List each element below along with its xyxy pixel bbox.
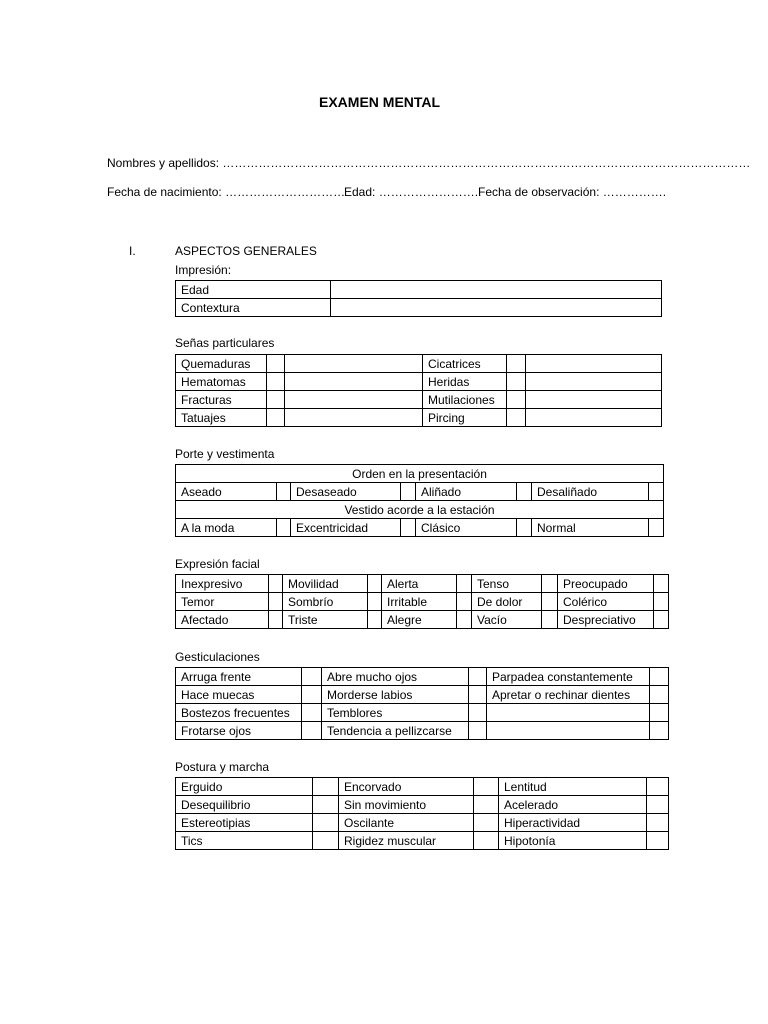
porte-item: Aseado	[176, 483, 277, 501]
gesto-item: Abre mucho ojos	[322, 668, 469, 686]
gesto-item: Morderse labios	[322, 686, 469, 704]
expresion-item: Alegre	[382, 611, 457, 629]
porte-item: Excentricidad	[291, 519, 401, 537]
check-cell[interactable]	[313, 796, 339, 814]
expresion-label: Expresión facial	[175, 557, 260, 571]
postura-item: Desequilibrio	[176, 796, 313, 814]
table-row	[176, 409, 662, 427]
gesto-item: Tendencia a pellizcarse	[322, 722, 469, 740]
table-row	[176, 373, 662, 391]
detail-cell[interactable]	[285, 409, 423, 427]
expresion-item: Afectado	[176, 611, 269, 629]
check-cell[interactable]	[368, 611, 382, 629]
impresion-label: Impresión:	[175, 263, 232, 277]
check-cell[interactable]	[647, 778, 669, 796]
check-cell[interactable]	[542, 611, 558, 629]
check-cell[interactable]	[277, 519, 291, 537]
check-cell[interactable]	[469, 722, 487, 740]
check-cell[interactable]	[649, 519, 664, 537]
detail-cell[interactable]	[526, 391, 662, 409]
check-cell[interactable]	[474, 832, 499, 850]
porte-header-vestido: Vestido acorde a la estación	[176, 501, 664, 519]
table-row	[176, 465, 664, 483]
check-cell[interactable]	[302, 686, 322, 704]
check-cell[interactable]	[302, 722, 322, 740]
porte-item: Clásico	[416, 519, 517, 537]
check-cell[interactable]	[654, 593, 669, 611]
table-row	[176, 796, 669, 814]
check-cell[interactable]	[647, 814, 669, 832]
check-cell[interactable]	[507, 409, 526, 427]
sena-item: Cicatrices	[423, 355, 507, 373]
postura-item: Tics	[176, 832, 313, 850]
check-cell[interactable]	[650, 722, 669, 740]
impresion-table	[175, 280, 662, 317]
check-cell[interactable]	[313, 832, 339, 850]
check-cell[interactable]	[474, 814, 499, 832]
expresion-item: De dolor	[472, 593, 542, 611]
expresion-item: Irritable	[382, 593, 457, 611]
edad-field: Edad: ……………………..	[344, 185, 482, 199]
postura-item: Encorvado	[339, 778, 474, 796]
detail-cell[interactable]	[526, 409, 662, 427]
check-cell[interactable]	[542, 593, 558, 611]
check-cell[interactable]	[654, 611, 669, 629]
postura-item: Rigidez muscular	[339, 832, 474, 850]
table-row	[176, 483, 664, 501]
senas-table	[175, 354, 662, 427]
gesto-item: Parpadea constantemente	[487, 668, 650, 686]
check-cell[interactable]	[267, 391, 285, 409]
table-row	[176, 704, 669, 722]
porte-header-orden: Orden en la presentación	[176, 465, 664, 483]
gesto-item: Temblores	[322, 704, 469, 722]
table-row	[176, 778, 669, 796]
postura-item: Lentitud	[499, 778, 647, 796]
gesto-item	[487, 722, 650, 740]
impresion-label-cell: Contextura	[176, 299, 331, 317]
check-cell[interactable]	[507, 373, 526, 391]
postura-item: Acelerado	[499, 796, 647, 814]
porte-table	[175, 464, 664, 537]
table-row	[176, 722, 669, 740]
gesto-item: Frotarse ojos	[176, 722, 302, 740]
sena-item: Tatuajes	[176, 409, 267, 427]
check-cell[interactable]	[650, 704, 669, 722]
check-cell[interactable]	[542, 575, 558, 593]
gesto-item: Bostezos frecuentes	[176, 704, 302, 722]
check-cell[interactable]	[302, 704, 322, 722]
postura-item: Estereotipias	[176, 814, 313, 832]
check-cell[interactable]	[401, 519, 416, 537]
fecha-nacimiento-field: Fecha de nacimiento: …………………………	[107, 185, 346, 199]
check-cell[interactable]	[474, 796, 499, 814]
gesto-item	[487, 704, 650, 722]
detail-cell[interactable]	[526, 373, 662, 391]
expresion-item: Movilidad	[283, 575, 368, 593]
check-cell[interactable]	[654, 575, 669, 593]
postura-label: Postura y marcha	[175, 760, 270, 774]
expresion-item: Vacío	[472, 611, 542, 629]
nombres-field: Nombres y apellidos: ……………………………………………………………………………………………………………………	[107, 156, 751, 170]
expresion-item: Alerta	[382, 575, 457, 593]
check-cell[interactable]	[507, 355, 526, 373]
check-cell[interactable]	[474, 778, 499, 796]
check-cell[interactable]	[269, 611, 283, 629]
expresion-item: Sombrío	[283, 593, 368, 611]
table-row	[176, 299, 662, 317]
postura-item: Hipotonía	[499, 832, 647, 850]
porte-item: Aliñado	[416, 483, 517, 501]
table-row	[176, 668, 669, 686]
senas-label: Señas particulares	[175, 336, 275, 350]
check-cell[interactable]	[368, 593, 382, 611]
sena-item: Mutilaciones	[423, 391, 507, 409]
detail-cell[interactable]	[526, 355, 662, 373]
gesto-item: Arruga frente	[176, 668, 302, 686]
expresion-item: Triste	[283, 611, 368, 629]
porte-item: Desaseado	[291, 483, 401, 501]
check-cell[interactable]	[650, 686, 669, 704]
check-cell[interactable]	[269, 593, 283, 611]
check-cell[interactable]	[267, 409, 285, 427]
impresion-label-cell: Edad	[176, 281, 331, 299]
expresion-item: Despreciativo	[558, 611, 654, 629]
table-row	[176, 575, 669, 593]
check-cell[interactable]	[469, 668, 487, 686]
detail-cell[interactable]	[285, 373, 423, 391]
table-row	[176, 593, 669, 611]
sena-item: Fracturas	[176, 391, 267, 409]
expresion-item: Colérico	[558, 593, 654, 611]
table-row	[176, 391, 662, 409]
check-cell[interactable]	[277, 483, 291, 501]
check-cell[interactable]	[517, 483, 532, 501]
page-title: EXAMEN MENTAL	[319, 94, 441, 110]
gesto-item: Hace muecas	[176, 686, 302, 704]
check-cell[interactable]	[647, 796, 669, 814]
postura-item: Sin movimiento	[339, 796, 474, 814]
expresion-item: Preocupado	[558, 575, 654, 593]
postura-item: Oscilante	[339, 814, 474, 832]
check-cell[interactable]	[507, 391, 526, 409]
detail-cell[interactable]	[285, 391, 423, 409]
table-row	[176, 519, 664, 537]
sena-item: Hematomas	[176, 373, 267, 391]
check-cell[interactable]	[302, 668, 322, 686]
check-cell[interactable]	[269, 575, 283, 593]
sena-item: Quemaduras	[176, 355, 267, 373]
check-cell[interactable]	[401, 483, 416, 501]
table-row	[176, 501, 664, 519]
gesticulaciones-table	[175, 667, 669, 740]
impresion-value-cell[interactable]	[331, 281, 662, 299]
check-cell[interactable]	[457, 575, 472, 593]
check-cell[interactable]	[469, 686, 487, 704]
section-title: ASPECTOS GENERALES	[175, 244, 317, 258]
table-row	[176, 686, 669, 704]
expresion-item: Temor	[176, 593, 269, 611]
expresion-item: Inexpresivo	[176, 575, 269, 593]
gesto-item: Apretar o rechinar dientes	[487, 686, 650, 704]
check-cell[interactable]	[649, 483, 664, 501]
gesticulaciones-label: Gesticulaciones	[175, 650, 260, 664]
check-cell[interactable]	[647, 832, 669, 850]
check-cell[interactable]	[313, 778, 339, 796]
check-cell[interactable]	[368, 575, 382, 593]
postura-item: Hiperactividad	[499, 814, 647, 832]
check-cell[interactable]	[469, 704, 487, 722]
porte-item: A la moda	[176, 519, 277, 537]
table-row	[176, 355, 662, 373]
table-row	[176, 611, 669, 629]
porte-label: Porte y vestimenta	[175, 447, 275, 461]
postura-table	[175, 777, 669, 850]
table-row	[176, 281, 662, 299]
detail-cell[interactable]	[285, 355, 423, 373]
check-cell[interactable]	[457, 593, 472, 611]
check-cell[interactable]	[267, 355, 285, 373]
table-row	[176, 832, 669, 850]
expresion-table	[175, 574, 669, 629]
impresion-value-cell[interactable]	[331, 299, 662, 317]
porte-item: Normal	[532, 519, 649, 537]
table-row	[176, 814, 669, 832]
sena-item: Heridas	[423, 373, 507, 391]
section-number: I.	[129, 244, 136, 258]
check-cell[interactable]	[267, 373, 285, 391]
check-cell[interactable]	[457, 611, 472, 629]
sena-item: Pircing	[423, 409, 507, 427]
expresion-item: Tenso	[472, 575, 542, 593]
check-cell[interactable]	[650, 668, 669, 686]
fecha-observacion-field: Fecha de observación: …………….	[478, 185, 667, 199]
postura-item: Erguido	[176, 778, 313, 796]
porte-item: Desaliñado	[532, 483, 649, 501]
check-cell[interactable]	[517, 519, 532, 537]
check-cell[interactable]	[313, 814, 339, 832]
